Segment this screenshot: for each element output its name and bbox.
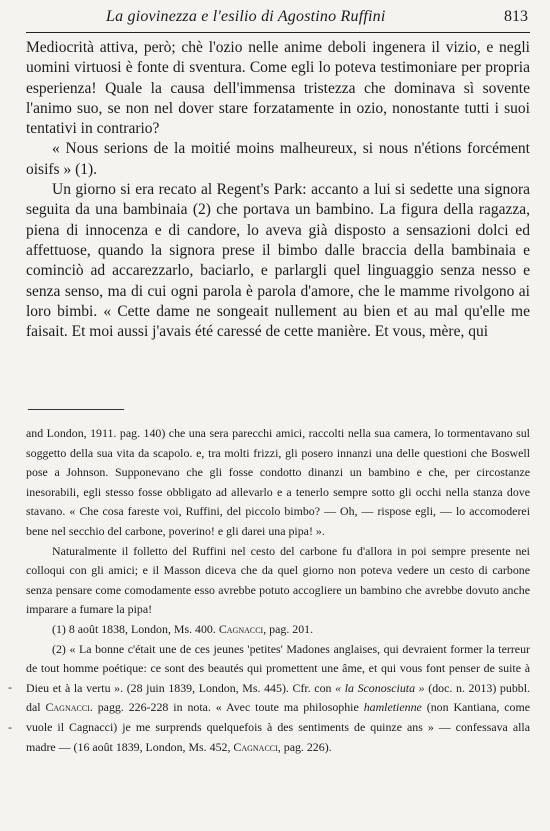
paragraph-mediocrita: Mediocrità attiva, però; chè l'ozio nelle anime deboli ingenera il vizio, e negli uomini virtuosi è fonte di sventura. Come egli lo poteva testimoniare per propria esperienza! Quale la causa dell'immensa tristezza che dominava sì sovente l'animo suo, se non nel dover stare forzatamente in ozio, nonostante tutti i suoi tentativi in contrario? [26,39,530,138]
footnote-2-text-a: « La bonne c'était une de ces jeunes 'petites' Madones anglaises, qui devraient former la terreur de tout homme poétique: ce sont des beautés qui promettent une âme, et qui vous font penser de suite à Dieu et à la vertu ». (28 juin 1839, London, Ms. 445). Cfr. con [26,641,530,695]
footnote-2-text-e: , pag. 226). [277,739,332,754]
footnotes [26,424,530,757]
footnote-2-text-b: (doc. n. 2013) pubbl. dal [26,680,530,715]
page-header [26,6,530,33]
footnote-2-author: Cagnacci [45,700,90,715]
footnote-1 [26,620,530,640]
footnote-1-mark: (1) [52,621,66,636]
footnote-2-text-c: . pagg. 226-228 in nota. « Avec toute ma philosophie [89,700,364,715]
footnote-2-italic-2: hamletienne [363,700,422,715]
footnote-continuation-2: Naturalmente il folletto del Ruffini nel cesto del carbone fu d'allora in poi sempre presente nei colloqui con gli amici; e il Masson diceva che da quel giorno non poteva vedere un cesto di carbone senza pensare come comodamente esso avrebbe potuto accogliere un bambino che avrebbe dovuto anche imparare a fumare la pipa! [26,543,530,617]
footnote-2-mark: (2) [52,641,66,656]
running-title: La giovinezza e l'esilio di Agostino Ruffini [106,8,386,25]
footnote-2-text-d: (non Kantiana, come vuole il Cagnacci) je me surprends quelquefois à des sentiments de quinze ans » — confessava alla madre — (16 août 1839, London, Ms. 452, [26,700,530,754]
main-text [26,38,530,342]
margin-tick-2: - [8,720,12,734]
footnote-1-author: Cagnacci [218,621,264,636]
paragraph-regents-park: Un giorno si era recato al Regent's Park: accanto a lui si sedette una signora seguita da una bambinaia (2) che portava un bambino. La figura della ragazza, piena di innocenza e di candore, lo aveva già disposto a sensazioni dolci ed affettuose, quando la signora prese il bimbo dalle braccia della bambinaia e cominciò ad accarezzarlo, baciarlo, e parlargli quel linguaggio senza nesso e senza senso, ma di cui ogni parola è parola d'amore, che le mamme rivolgono ai loro bimbi. « Cette dame ne songeait nullement au bien et au mal qu'elle me faisait. Et moi aussi j'avais été caressé de cette manière. Et vous, mère, qui [26,181,530,341]
margin-tick: - [8,680,12,694]
footnote-2 [26,640,530,758]
footnote-1-end: , pag. 201. [263,621,314,636]
footnote-continuation: and London, 1911. pag. 140) che una sera parecchi amici, raccolti nella sua camera, lo tormentavano sul soggetto della sua vita da scapolo. e, tra molti frizzi, gli posero innanzi una delle questioni che Boswell pose a Johnson. Supponevano che gli fosse condotto dinanzi un bambino e che, per circostanze inesorabili, egli stesso fosse obbligato ad allevarlo e a tenerlo sempre sotto gli occhi nella stanza dove stavano. « Che cosa fareste voi, Ruffini, del piccolo bimbo? — Oh, — rispose egli, — lo accomoderei bene nel secchio del carbone, poverino! e gli darei una pipa! ». [26,426,530,538]
footnote-2-author-2: Cagnacci [233,739,278,754]
footnote-2-italic-1: « la Sconosciuta » [335,680,425,695]
footnote-separator [28,409,124,410]
page-number: 813 [504,8,528,25]
footnote-1-text: 8 août 1838, London, Ms. 400. [68,621,216,636]
paragraph-quote-oisifs: « Nous serions de la moitié moins malheureux, si nous n'étions forcément oisifs » (1). [26,140,530,178]
